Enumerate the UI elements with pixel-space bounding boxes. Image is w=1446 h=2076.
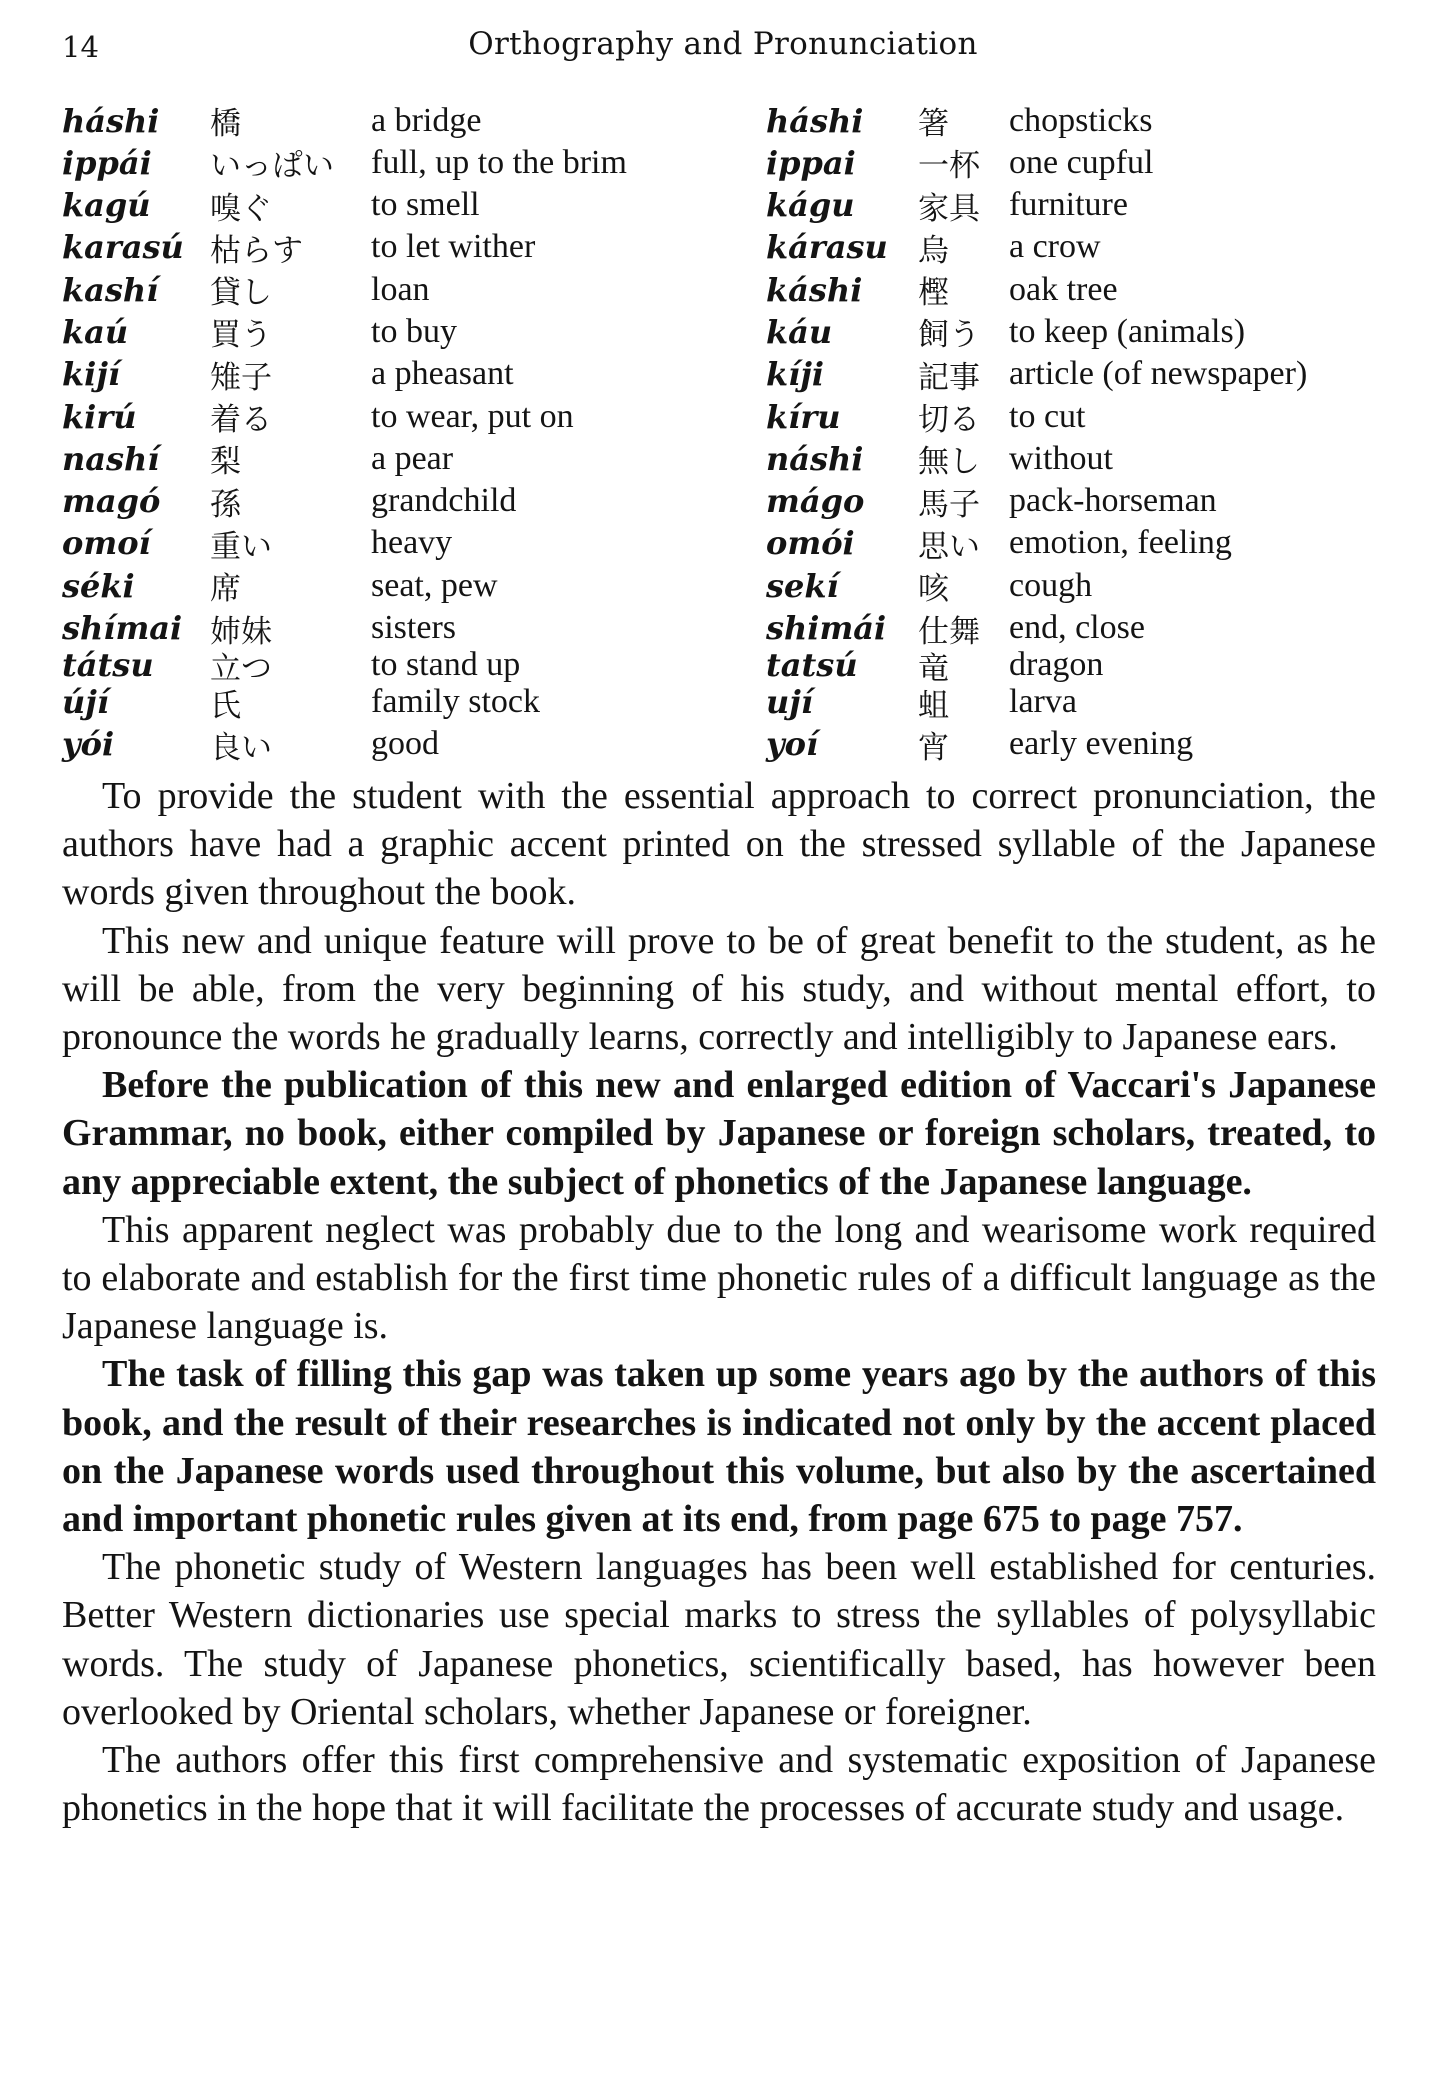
right-romaji: káu [766,312,833,351]
vocab-row [62,267,1392,312]
left-meaning: to let wither [371,228,536,266]
left-kanji: 席 [210,571,241,608]
right-kanji: 竜 [918,650,949,687]
right-kanji: 樫 [918,275,949,312]
right-meaning: pack-horseman [1009,482,1217,520]
running-title: Orthography and Pronunciation [468,26,978,62]
right-romaji: háshi [766,101,864,140]
right-meaning: emotion, feeling [1009,524,1232,562]
left-romaji: nashí [62,439,160,478]
page-header [0,22,1446,66]
right-romaji: káshi [766,270,863,309]
right-romaji: omói [766,524,855,563]
left-romaji: kijí [62,355,121,394]
right-meaning: chopsticks [1009,101,1153,139]
right-meaning: larva [1009,683,1077,721]
right-romaji: kíru [766,397,841,436]
left-meaning: a pheasant [371,355,514,393]
right-romaji: kágu [766,186,855,225]
left-kanji: 買う [210,317,272,354]
right-romaji: shimái [766,609,887,648]
right-romaji: náshi [766,439,864,478]
left-romaji: kagú [62,186,151,225]
paragraph: The authors offer this first comprehensive and systematic exposition of Japanese phonetics in the hope that it will facilitate the processes of accurate study and usage. [62,1739,1376,1830]
left-romaji: kaú [62,312,129,351]
left-kanji: 姉妹 [210,613,272,650]
left-meaning: seat, pew [371,566,498,604]
left-kanji: 嗅ぐ [210,190,272,227]
right-meaning: a crow [1009,228,1101,266]
page-number: 14 [62,30,99,64]
vocab-row [62,183,1392,225]
vocab-row [62,436,1392,481]
vocabulary-table [62,98,1392,764]
left-romaji: magó [62,482,161,521]
right-kanji: 家具 [918,190,980,227]
right-meaning: article (of newspaper) [1009,355,1308,393]
left-meaning: to wear, put on [371,397,574,435]
right-romaji: kárasu [766,228,888,267]
body-text [62,772,1376,1832]
left-romaji: újí [62,683,109,722]
left-kanji: 橋 [210,106,241,142]
vocab-row [62,643,1392,687]
left-romaji: karasú [62,228,184,267]
right-kanji: 飼う [918,317,980,354]
right-kanji: 思い [918,528,980,565]
left-romaji: omoí [62,524,151,563]
left-romaji: shímai [62,609,183,648]
right-kanji: 咳 [918,571,949,608]
left-meaning: full, up to the brim [371,143,627,181]
right-meaning: to cut [1009,397,1086,435]
left-romaji: kirú [62,397,137,436]
left-kanji: 雉子 [210,359,272,396]
right-meaning: end, close [1009,609,1145,647]
right-romaji: tatsú [766,646,858,685]
right-romaji: ippai [766,143,856,182]
right-romaji: yoí [766,725,819,764]
vocab-row [62,479,1392,521]
left-meaning: a bridge [371,101,482,139]
left-kanji: 立つ [210,650,272,687]
bold-paragraph: Before the publication of this new and enlarged edition of Vaccari's Japanese Grammar, no book, either compiled by Japanese or foreign scholars, treated, to any appreciable extent, the subject of phonetics of the Japanese language. [62,1064,1376,1203]
paragraph: To provide the student with the essential approach to correct pronunciation, the authors have had a graphic accent printed on the stressed syllable of the Japanese words given throughout the book. [62,775,1376,914]
right-kanji: 無し [918,444,980,481]
left-romaji: ippái [62,143,152,182]
left-romaji: yói [62,725,115,764]
left-meaning: sisters [371,609,456,647]
left-meaning: to stand up [371,646,521,684]
right-meaning: to keep (animals) [1009,312,1246,350]
vocab-row [62,352,1392,394]
left-kanji: 良い [210,729,272,766]
right-meaning: one cupful [1009,143,1154,181]
right-meaning: early evening [1009,725,1194,763]
right-kanji: 一杯 [918,148,980,185]
left-kanji: 着る [210,402,272,439]
left-meaning: to smell [371,186,480,224]
left-kanji: 貸し [210,275,272,312]
left-meaning: family stock [371,683,541,721]
left-kanji: 氏 [210,687,241,724]
vocab-row [62,309,1392,354]
right-kanji: 箸 [918,106,949,142]
left-kanji: 孫 [210,486,241,523]
vocab-row [62,394,1392,439]
right-kanji: 切る [918,402,980,439]
right-romaji: sekí [766,566,839,605]
vocab-row [62,680,1392,722]
vocab-row [62,98,1392,140]
left-meaning: good [371,725,439,763]
right-meaning: cough [1009,566,1093,604]
vocab-row [62,225,1392,267]
vocab-row [62,140,1392,185]
left-meaning: loan [371,270,430,308]
left-kanji: いっぱい [210,148,334,185]
left-meaning: heavy [371,524,453,562]
left-romaji: tátsu [62,646,154,685]
right-kanji: 仕舞 [918,613,980,650]
bold-paragraph: The task of filling this gap was taken up some years ago by the authors of this book, and the result of their researches is indicated not only by the accent placed on the Japanese words used throughout this volume, but also by the ascertained and important phonetic rules given at its end, from page 675 to page 757. [62,1353,1376,1541]
left-meaning: to buy [371,312,457,350]
vocab-row [62,722,1392,764]
left-romaji: séki [62,566,135,605]
left-kanji: 重い [210,528,272,565]
right-romaji: ují [766,683,813,722]
paragraph: The phonetic study of Western languages has been well established for centuries. Better Western dictionaries use special marks to stress the syllables of polysyllabic words. The study of Japanese phonetics, scientifically based, has however been overlooked by Oriental scholars, whether Japanese or foreigner. [62,1546,1376,1733]
paragraph: This apparent neglect was probably due to the long and wearisome work required to elaborate and establish for the first time phonetic rules of a difficult language as the Japanese language is. [62,1208,1376,1348]
left-romaji: kashí [62,270,159,309]
right-romaji: mágo [766,482,865,521]
left-romaji: háshi [62,101,160,140]
right-kanji: 馬子 [918,486,980,523]
right-kanji: 蛆 [918,687,949,724]
paragraph: This new and unique feature will prove to be of great benefit to the student, as he will be able, from the very beginning of his study, and without mental effort, to pronounce the words he gradually learns, correctly and intelligibly to Japanese ears. [62,919,1376,1059]
right-kanji: 宵 [918,729,949,766]
right-meaning: oak tree [1009,270,1118,308]
vocab-row [62,563,1392,608]
right-romaji: kíji [766,355,825,394]
left-meaning: grandchild [371,482,517,520]
left-kanji: 枯らす [210,232,303,269]
right-meaning: dragon [1009,646,1104,684]
right-meaning: without [1009,439,1113,477]
right-kanji: 記事 [918,359,980,396]
vocab-row [62,521,1392,563]
left-kanji: 梨 [210,444,241,481]
right-meaning: furniture [1009,186,1128,224]
vocab-row [62,606,1392,650]
right-kanji: 烏 [918,232,949,269]
left-meaning: a pear [371,439,454,477]
